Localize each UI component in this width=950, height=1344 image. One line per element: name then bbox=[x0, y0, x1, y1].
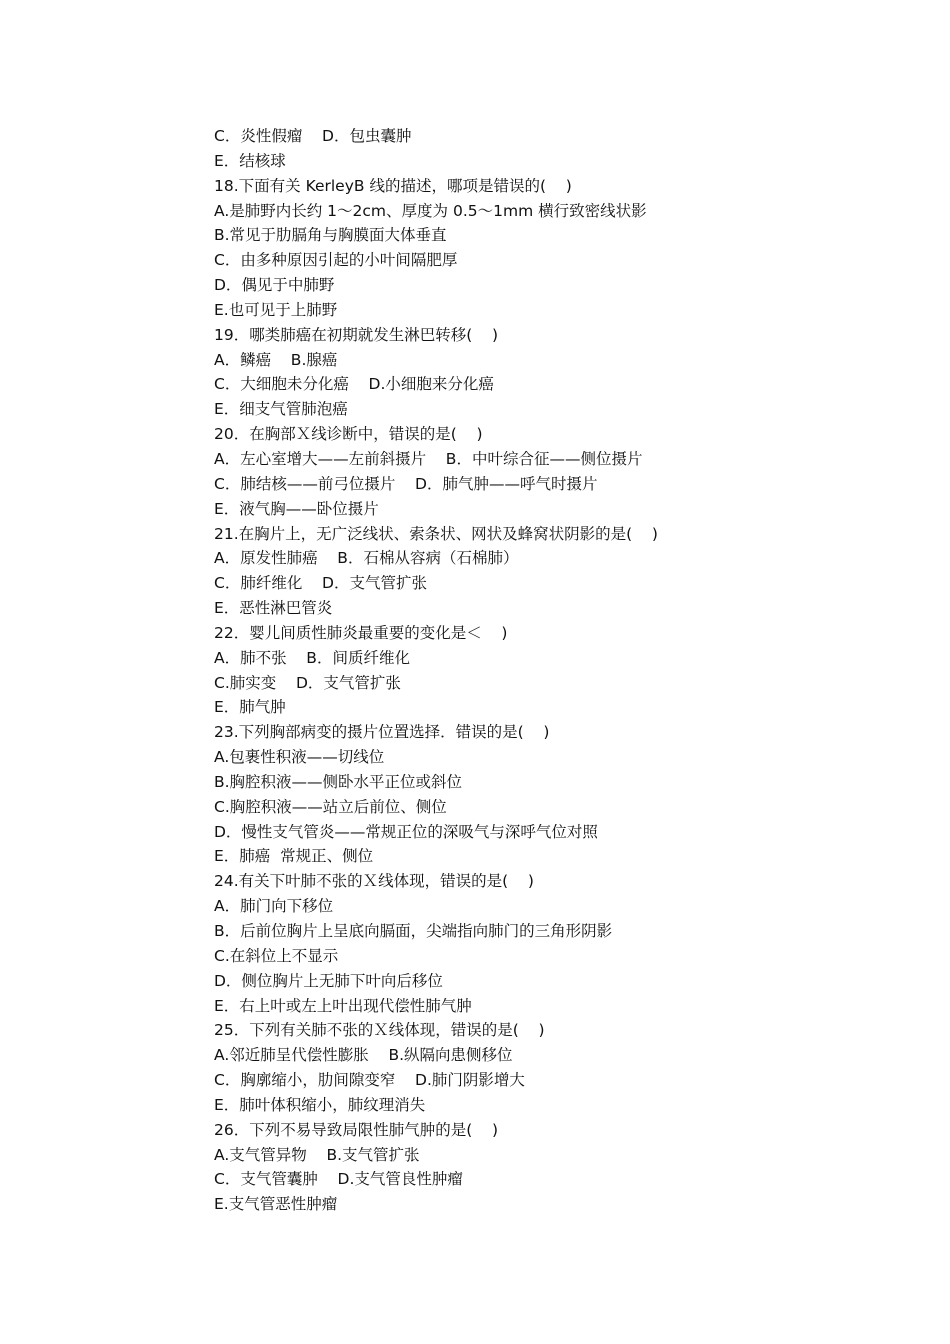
text-line: C．肺纤维化 D．支气管扩张 bbox=[214, 574, 427, 593]
document-body bbox=[214, 124, 914, 1217]
text-line: E．肺癌 常规正、侧位 bbox=[214, 847, 374, 866]
text-line: B.常见于肋膈角与胸膜面大体垂直 bbox=[214, 226, 447, 245]
text-line: 24.有关下叶肺不张的Ｘ线体现，错误的是( ) bbox=[214, 872, 534, 891]
text-line: E．肺叶体积缩小，肺纹理消失 bbox=[214, 1095, 426, 1114]
text-line: E.也可见于上肺野 bbox=[214, 300, 338, 319]
text-line: C.肺实变 D．支气管扩张 bbox=[214, 673, 401, 692]
text-line: A．原发性肺癌 B．石棉从容病（石棉肺） bbox=[214, 549, 519, 568]
text-line: E.支气管恶性肿瘤 bbox=[214, 1195, 338, 1214]
text-line: A.是肺野内长约 1～2cm、厚度为 0.5～1mm 横行致密线状影 bbox=[214, 201, 647, 220]
text-line: E．细支气管肺泡癌 bbox=[214, 400, 348, 419]
text-line: E．恶性淋巴管炎 bbox=[214, 599, 333, 618]
text-line: C．肺结核——前弓位摄片 D．肺气肿——呼气时摄片 bbox=[214, 474, 598, 493]
text-line: C．由多种原因引起的小叶间隔肥厚 bbox=[214, 251, 458, 270]
text-line: D．偶见于中肺野 bbox=[214, 276, 335, 295]
text-line: B．后前位胸片上呈底向膈面，尖端指向肺门的三角形阴影 bbox=[214, 922, 613, 940]
text-line: A．肺不张 B．间质纤维化 bbox=[214, 648, 410, 667]
text-line: 22．婴儿间质性肺炎最重要的变化是＜ ) bbox=[214, 623, 508, 642]
text-line: C．支气管囊肿 D.支气管良性肿瘤 bbox=[214, 1170, 463, 1189]
text-line: C．炎性假瘤 D．包虫囊肿 bbox=[214, 127, 412, 145]
text-line: C.胸腔积液——站立后前位、侧位 bbox=[214, 797, 447, 816]
text-line: E．右上叶或左上叶出现代偿性肺气肿 bbox=[214, 996, 472, 1015]
text-line: 19．哪类肺癌在初期就发生淋巴转移( ) bbox=[214, 325, 499, 344]
text-line: A．鳞癌 B.腺癌 bbox=[214, 350, 338, 369]
text-line: 20．在胸部Ｘ线诊断中，错误的是( ) bbox=[214, 425, 483, 444]
text-line: A.邻近肺呈代偿性膨胀 B.纵隔向患侧移位 bbox=[214, 1046, 513, 1065]
text-line: B.胸腔积液——侧卧水平正位或斜位 bbox=[214, 772, 463, 791]
text-line: A．肺门向下移位 bbox=[214, 897, 334, 916]
text-line: E．肺气肿 bbox=[214, 698, 286, 717]
text-line: A．左心室增大——左前斜摄片 B．中叶综合征——侧位摄片 bbox=[214, 449, 643, 468]
text-line: C．胸廓缩小，肋间隙变窄 D.肺门阴影增大 bbox=[214, 1071, 525, 1090]
text-line: 26．下列不易导致局限性肺气肿的是( ) bbox=[214, 1120, 499, 1139]
text-line: D．慢性支气管炎——常规正位的深吸气与深呼气位对照 bbox=[214, 822, 598, 841]
text-line: C.在斜位上不显示 bbox=[214, 946, 339, 965]
text-line: 23.下列胸部病变的摄片位置选择．错误的是( ) bbox=[214, 723, 550, 742]
text-line: E．结核球 bbox=[214, 151, 286, 170]
text-line: A.支气管异物 B.支气管扩张 bbox=[214, 1145, 420, 1164]
text-line: 21.在胸片上，无广泛线状、索条状、网状及蜂窝状阴影的是( ) bbox=[214, 524, 658, 543]
text-line: E．液气胸——卧位摄片 bbox=[214, 499, 379, 518]
text-line: 25．下列有关肺不张的Ｘ线体现，错误的是( ) bbox=[214, 1021, 545, 1040]
text-line: A.包裹性积液——切线位 bbox=[214, 748, 385, 767]
text-line: D．侧位胸片上无肺下叶向后移位 bbox=[214, 971, 443, 990]
text-line: C．大细胞未分化癌 D.小细胞来分化癌 bbox=[214, 375, 494, 394]
text-line: 18.下面有关 KerleyB 线的描述，哪项是错误的( ) bbox=[214, 176, 572, 195]
